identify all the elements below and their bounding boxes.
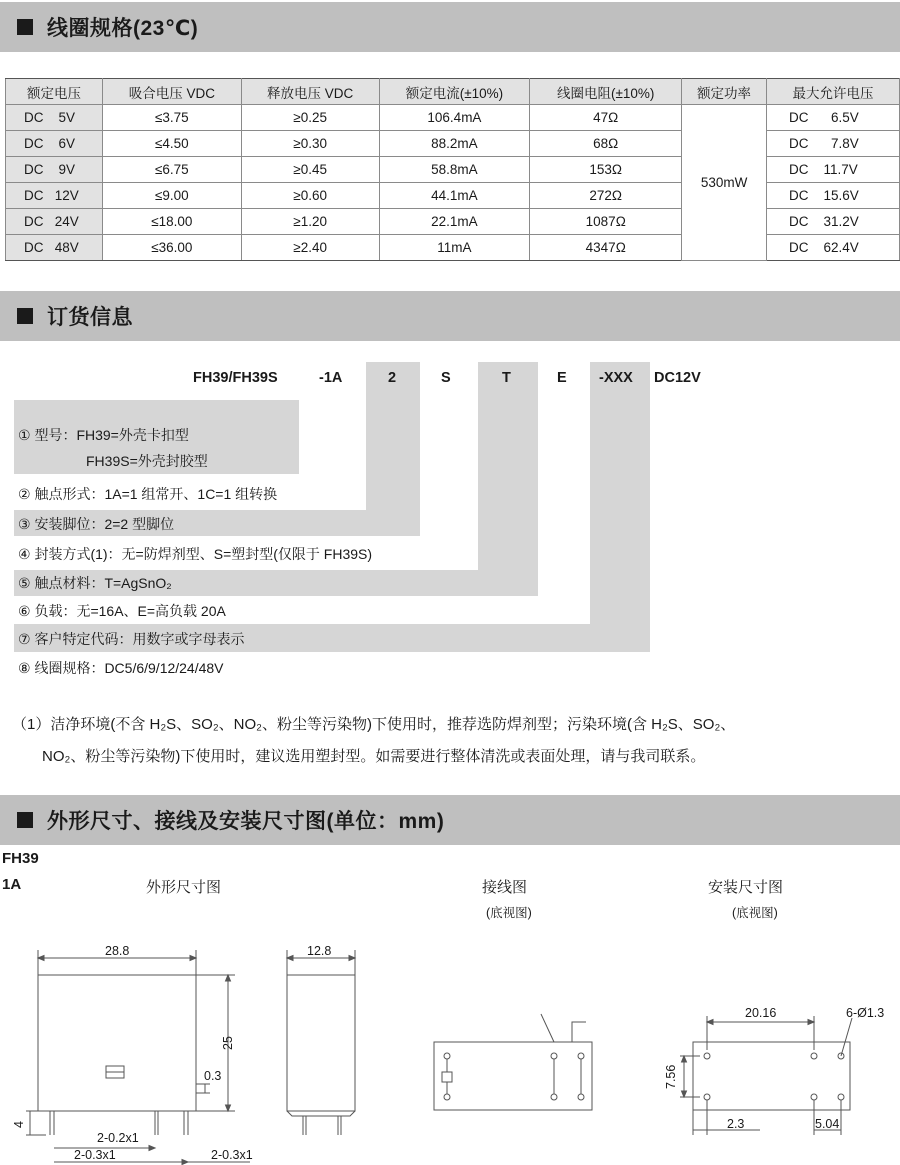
cell-rated-power: 530mW (682, 105, 767, 261)
code-part-custom: -XXX (599, 370, 633, 386)
cell-current: 106.4mA (379, 105, 530, 131)
order-item-6: ⑥ 负载：无=16A、E=高负载 20A (18, 603, 226, 619)
cell-pickup: ≤18.00 (102, 209, 241, 235)
header-pickup-voltage: 吸合电压 VDC (102, 79, 241, 105)
cell-resistance: 47Ω (530, 105, 682, 131)
model-label: FH39 (2, 850, 39, 867)
code-part-coil: DC12V (654, 370, 701, 386)
dim-pitch: 5.04 (815, 1117, 840, 1131)
dim-pin-b: 2-0.3x1 (74, 1148, 116, 1162)
cell-release: ≥0.25 (241, 105, 379, 131)
wiring-diagram (434, 1014, 592, 1110)
outline-drawing-title: 外形尺寸图 (146, 879, 222, 896)
dim-offset: 2.3 (727, 1117, 745, 1131)
dim-depth: 12.8 (307, 944, 332, 958)
dim-width: 28.8 (105, 944, 130, 958)
cell-voltage: DC 24V (6, 209, 103, 235)
cell-current: 58.8mA (379, 157, 530, 183)
code-part-package: S (441, 370, 451, 386)
header-max-voltage: 最大允许电压 (767, 79, 900, 105)
cell-current: 11mA (379, 235, 530, 261)
header-rated-power: 额定功率 (682, 79, 767, 105)
header-coil-resistance: 线圈电阻(±10%) (530, 79, 682, 105)
order-item-1b: FH39S=外壳封胶型 (86, 453, 208, 469)
code-part-load: E (557, 370, 567, 386)
dim-holes: 6-Ø1.3 (846, 1006, 885, 1020)
cell-current: 88.2mA (379, 131, 530, 157)
cell-release: ≥0.30 (241, 131, 379, 157)
cell-resistance: 272Ω (530, 183, 682, 209)
cell-max-voltage: DC 15.6V (767, 183, 900, 209)
cell-pickup: ≤6.75 (102, 157, 241, 183)
dim-span: 20.16 (745, 1006, 777, 1020)
wiring-bottom-view-label: (底视图) (486, 906, 532, 920)
order-item-5: ⑤ 触点材料：T=AgSnO₂ (18, 575, 172, 591)
code-part-pinout: 2 (388, 370, 397, 386)
section-title: 线圈规格(23℃) (47, 17, 199, 40)
cell-max-voltage: DC 11.7V (767, 157, 900, 183)
order-item-8: ⑧ 线圈规格：DC5/6/9/12/24/48V (18, 660, 224, 676)
dim-row: 7.56 (664, 1064, 678, 1089)
order-item-1: ① 型号：FH39=外壳卡扣型 (18, 427, 189, 443)
wiring-drawing-title: 接线图 (482, 879, 528, 896)
code-part-model: FH39/FH39S (193, 370, 278, 386)
dim-pin-c: 2-0.3x1 (211, 1148, 253, 1162)
cell-voltage: DC 48V (6, 235, 103, 261)
header-rated-current: 额定电流(±10%) (379, 79, 530, 105)
cell-resistance: 153Ω (530, 157, 682, 183)
cell-pickup: ≤4.50 (102, 131, 241, 157)
side-outline-view (287, 950, 355, 1135)
cell-max-voltage: DC 6.5V (767, 105, 900, 131)
cell-pickup: ≤36.00 (102, 235, 241, 261)
section-title: 外形尺寸、接线及安装尺寸图(单位：mm) (47, 810, 445, 833)
dim-pin-a: 2-0.2x1 (97, 1131, 139, 1145)
header-release-voltage: 释放电压 VDC (241, 79, 379, 105)
cell-voltage: DC 12V (6, 183, 103, 209)
cell-current: 44.1mA (379, 183, 530, 209)
cell-max-voltage: DC 7.8V (767, 131, 900, 157)
cell-max-voltage: DC 62.4V (767, 235, 900, 261)
cell-release: ≥2.40 (241, 235, 379, 261)
cell-resistance: 68Ω (530, 131, 682, 157)
cell-release: ≥0.60 (241, 183, 379, 209)
code-part-material: T (502, 370, 511, 386)
section-title: 订货信息 (47, 306, 133, 329)
ordering-note-line-2: NO₂、粉尘等污染物)下使用时，建议选用塑封型。如需要进行整体清洗或表面处理，请与我司联系。 (42, 748, 706, 765)
cell-current: 22.1mA (379, 209, 530, 235)
cell-max-voltage: DC 31.2V (767, 209, 900, 235)
cell-voltage: DC 5V (6, 105, 103, 131)
cell-voltage: DC 9V (6, 157, 103, 183)
ordering-note-line-1: （1）洁净环境(不含 H₂S、SO₂、NO₂、粉尘等污染物)下使用时，推荐选防焊剂型；污染环境(含 H₂S、SO₂、 (12, 716, 736, 733)
cell-pickup: ≤9.00 (102, 183, 241, 209)
mount-bottom-view-label: (底视图) (732, 906, 778, 920)
order-item-4: ④ 封装方式(1)：无=防焊剂型、S=塑封型(仅限于 FH39S) (18, 546, 373, 562)
cell-pickup: ≤3.75 (102, 105, 241, 131)
order-item-7: ⑦ 客户特定代码：用数字或字母表示 (18, 631, 245, 647)
dim-height: 25 (221, 1036, 235, 1050)
cell-release: ≥1.20 (241, 209, 379, 235)
cell-voltage: DC 6V (6, 131, 103, 157)
dim-gap: 0.3 (204, 1069, 222, 1083)
cell-resistance: 1087Ω (530, 209, 682, 235)
cell-resistance: 4347Ω (530, 235, 682, 261)
mount-drawing-title: 安装尺寸图 (708, 879, 784, 896)
order-item-3: ③ 安装脚位：2=2 型脚位 (18, 516, 175, 532)
cell-release: ≥0.45 (241, 157, 379, 183)
dim-pin-length: 4 (12, 1121, 26, 1128)
code-part-contact: -1A (319, 370, 343, 386)
order-item-2: ② 触点形式：1A=1 组常开、1C=1 组转换 (18, 486, 278, 502)
variant-label: 1A (2, 876, 22, 893)
header-rated-voltage: 额定电压 (6, 79, 103, 105)
